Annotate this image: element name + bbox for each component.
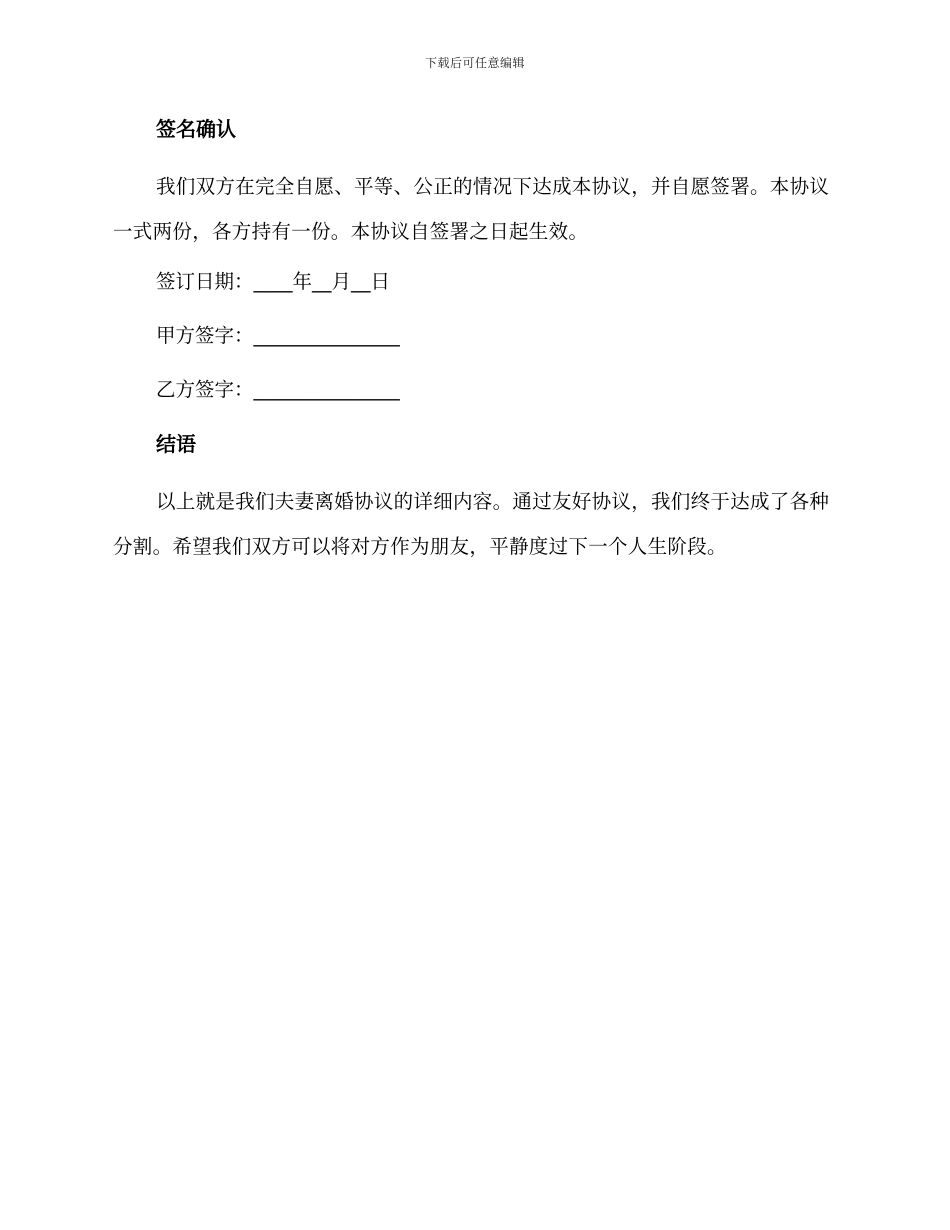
- signature-heading: 签名确认: [156, 117, 236, 141]
- party-a-signature-line: 甲方签字：_______________: [156, 324, 400, 347]
- conclusion-paragraph: 以上就是我们夫妻离婚协议的详细内容。通过友好协议，我们终于达成了各种分割。希望我们双方可以将对方作为朋友，平静度过下一个人生阶段。: [113, 490, 830, 558]
- document-body: [113, 110, 838, 578]
- signature-paragraph: 我们双方在完全自愿、平等、公正的情况下达成本协议，并自愿签署。本协议一式两份，各方持有一份。本协议自签署之日起生效。: [113, 175, 830, 243]
- signing-date-line: 签订日期：____年__月__日: [156, 270, 391, 293]
- party-b-signature-line: 乙方签字：_______________: [156, 378, 400, 401]
- page-header: 下载后可任意编辑: [424, 56, 525, 70]
- conclusion-heading: 结语: [156, 432, 196, 456]
